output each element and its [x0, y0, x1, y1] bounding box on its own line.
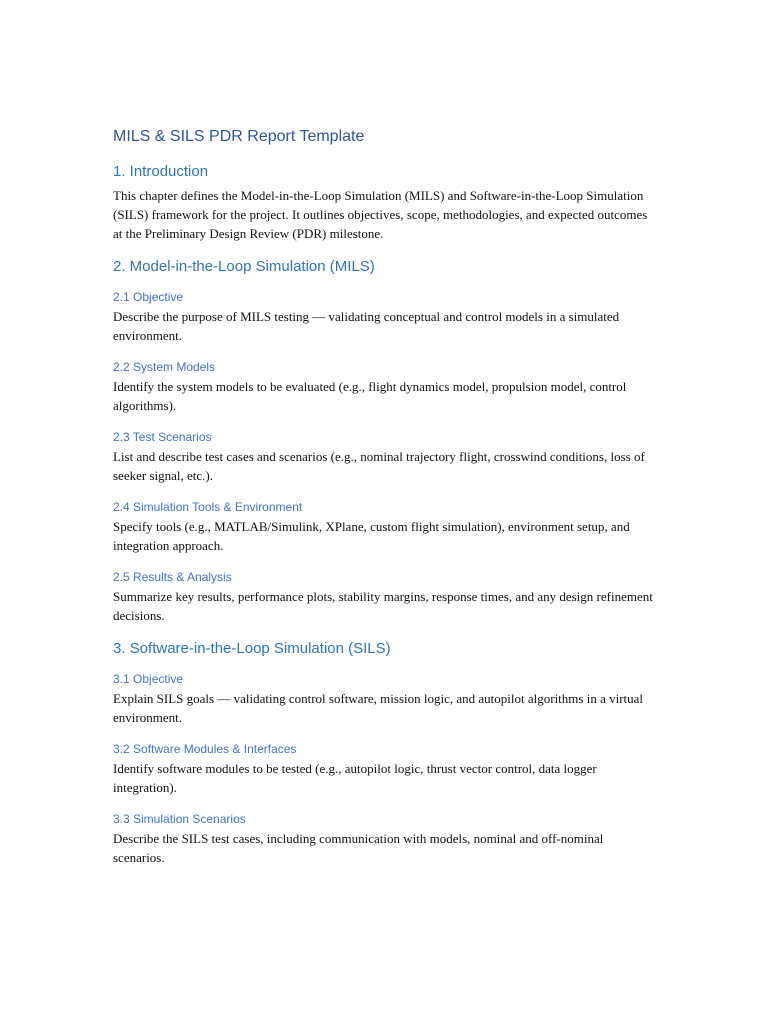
subsection-heading-3-1: 3.1 Objective: [113, 672, 184, 686]
subsection-heading-2-4: 2.4 Simulation Tools & Environment: [113, 500, 303, 514]
subsection-heading-2-5: 2.5 Results & Analysis: [113, 570, 232, 584]
subsection-text-2-1: Describe the purpose of MILS testing — validating conceptual and control models in a simulated environment.: [113, 309, 620, 343]
subsection-text-3-3: Describe the SILS test cases, including communication with models, nominal and off-nominal scenarios.: [113, 831, 604, 865]
subsection-heading-2-2: 2.2 System Models: [113, 360, 216, 374]
section-heading-introduction: 1. Introduction: [113, 163, 209, 180]
subsection-heading-2-1: 2.1 Objective: [113, 290, 184, 304]
subsection-heading-2-3: 2.3 Test Scenarios: [113, 430, 212, 444]
subsection-text-2-4: Specify tools (e.g., MATLAB/Simulink, XPlane, custom flight simulation), environment setup, and integration approach.: [113, 519, 630, 553]
subsection-text-3-1: Explain SILS goals — validating control software, mission logic, and autopilot algorithms in a virtual environment.: [113, 691, 644, 725]
document-body: [113, 120, 658, 867]
introduction-paragraph: This chapter defines the Model-in-the-Loop Simulation (MILS) and Software-in-the-Loop Simulation (SILS) framework for the project. It outlines objectives, scope, methodologies, and expected outcomes at the Preliminary Design Review (PDR) milestone.: [113, 188, 648, 241]
subsection-heading-3-3: 3.3 Simulation Scenarios: [113, 812, 246, 826]
subsection-text-3-2: Identify software modules to be tested (e.g., autopilot logic, thrust vector control, data logger integration).: [113, 761, 597, 795]
subsection-text-2-2: Identify the system models to be evaluated (e.g., flight dynamics model, propulsion model, control algorithms).: [113, 379, 627, 413]
document-title: MILS & SILS PDR Report Template: [113, 128, 365, 145]
section-heading-mils: 2. Model-in-the-Loop Simulation (MILS): [113, 258, 375, 275]
subsection-text-2-3: List and describe test cases and scenarios (e.g., nominal trajectory flight, crosswind conditions, loss of seeker signal, etc.).: [113, 449, 645, 483]
subsection-text-2-5: Summarize key results, performance plots, stability margins, response times, and any design refinement decisions.: [113, 589, 653, 623]
section-heading-sils: 3. Software-in-the-Loop Simulation (SILS): [113, 640, 391, 657]
subsection-heading-3-2: 3.2 Software Modules & Interfaces: [113, 742, 297, 756]
